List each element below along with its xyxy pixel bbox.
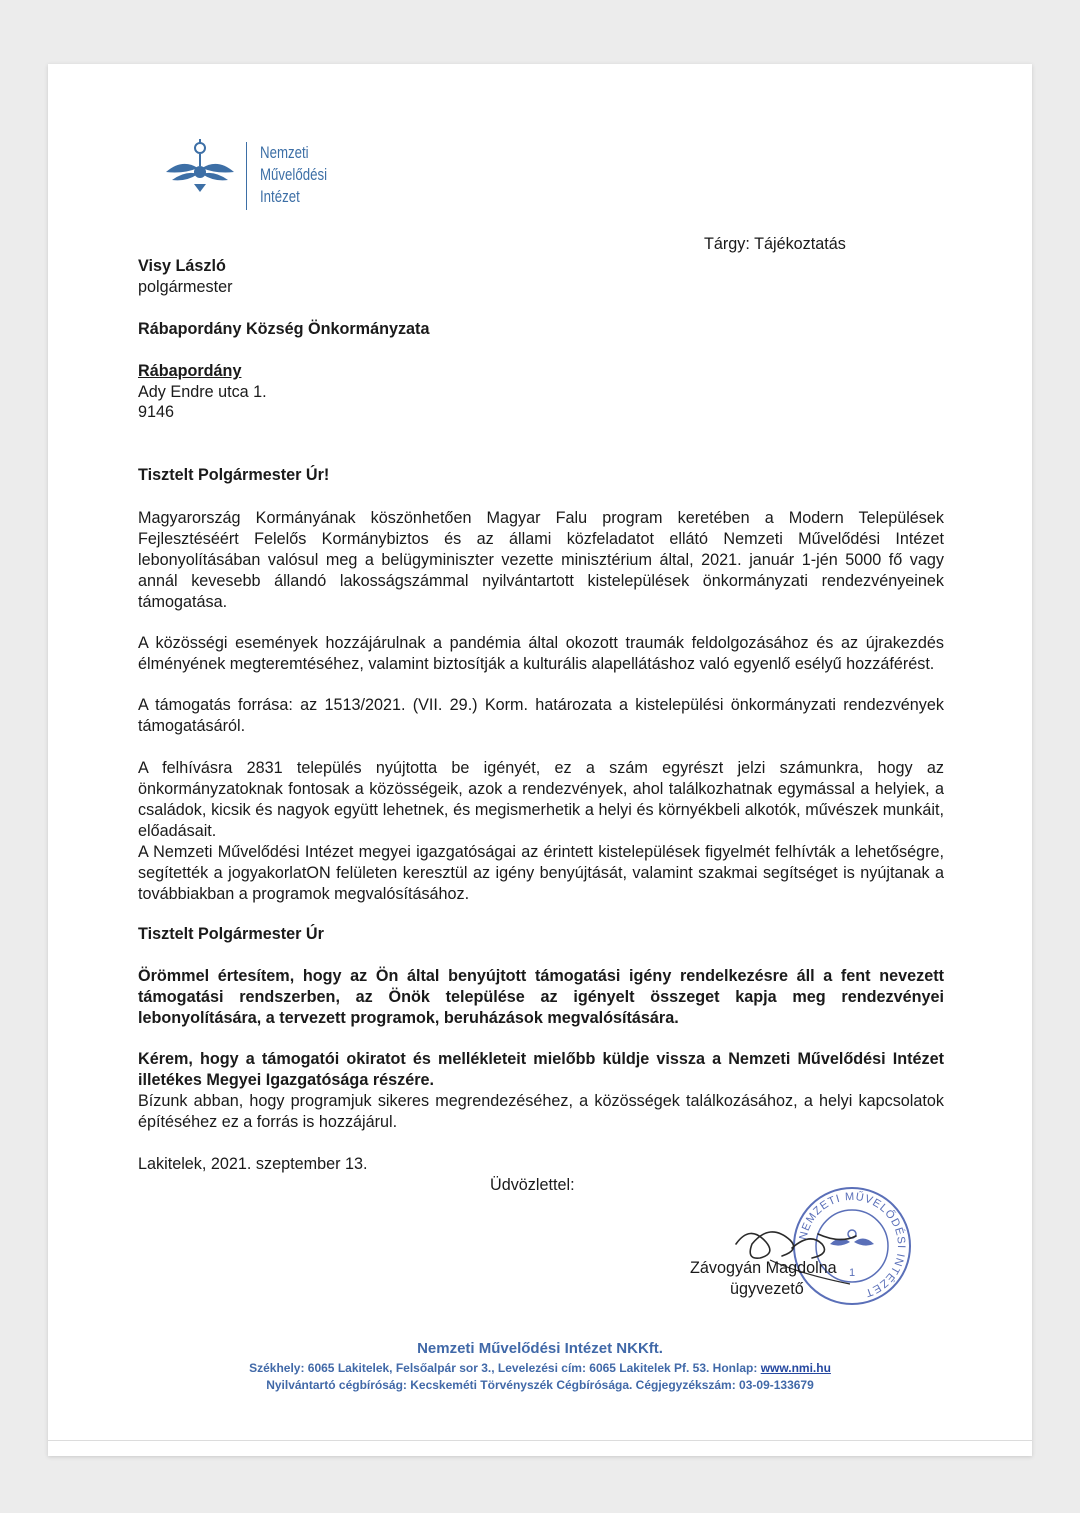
paragraph-8: Bízunk abban, hogy programjuk sikeres megrendezéséhez, a közösségek találkozásához, a helyi kapcsolatok építéséhez ez a forrás is hozzájárul. (138, 1092, 944, 1131)
recipient-street: Ady Endre utca 1. (138, 383, 267, 401)
institute-logo-icon (162, 134, 238, 196)
signer-title: ügyvezető (730, 1280, 804, 1298)
recipient-name: Visy László (138, 257, 226, 275)
recipient-org: Rábapordány Község Önkormányzata (138, 320, 430, 338)
svg-text:NEMZETI MŰVELŐDÉSI INTÉZET: NEMZETI MŰVELŐDÉSI INTÉZET (797, 1190, 908, 1300)
paragraph-7: Kérem, hogy a támogatói okiratot és mellékleteit mielőbb küldje vissza a Nemzeti Művelődési Intézet illetékes Megyei Igazgatósága részére. (138, 1050, 944, 1089)
logo-line-2: Művelődési (260, 165, 328, 184)
paragraph-1: Magyarország Kormányának köszönhetően Magyar Falu program keretében a Modern Települések Fejlesztéséért Felelős Kormánybiztos és az állami közfeladatot ellátó Nemzeti Művelődési Intézet lebonyolításában valósul meg a belügyminiszter vezette minisztérium által, 2021. január 1-jén 5000 fő vagy annál kevesebb állandó lakosságszámmal nyilvántartott kistelepülések önkormányzati rendezvényeinek támogatása. (138, 509, 944, 611)
footer-company: Nemzeti Művelődési Intézet NKKft. (417, 1340, 663, 1357)
place-date: Lakitelek, 2021. szeptember 13. (138, 1155, 368, 1173)
paragraph-4: A felhívásra 2831 település nyújtotta be igényét, ez a szám egyrészt jelzi számunkra, hogy az önkormányzatoknak fontosak a közösségeik, azok a rendezvények, ahol találkozhatnak egymással a helyiek, a családok, kicsik és nagyok együtt lehetnek, és megismerhetik a helyi és környékbeli alkotók, művészek munkáit, előadásait. (138, 759, 944, 840)
svg-text:1: 1 (848, 1267, 856, 1279)
recipient-city: Rábapordány (138, 362, 242, 380)
recipient-title: polgármester (138, 278, 233, 296)
footer-website-link[interactable]: www.nmi.hu (760, 1361, 831, 1375)
subject-line: Tárgy: Tájékoztatás (704, 235, 846, 253)
salutation: Tisztelt Polgármester Úr! (138, 466, 330, 484)
footer-registry: Nyilvántartó cégbíróság: Kecskeméti Törvényszék Cégbírósága. Cégjegyzékszám: 03-09-133679 (266, 1378, 814, 1392)
paragraph-2: A közösségi események hozzájárulnak a pandémia által okozott traumák feldolgozásához és az újrakezdés élményének megteremtéséhez, valamint biztosítják a kulturális alapellátáshoz való egyenlő esélyű hozzáférést. (138, 634, 944, 673)
logo-wordmark (260, 142, 327, 208)
paragraph-6: Örömmel értesítem, hogy az Ön által benyújtott támogatási igény rendelkezésre áll a fent nevezett támogatási rendszerben, az Önök települése az igényelt összeget kapja meg rendezvényei lebonyolítására, a tervezett programok, beruházások megvalósítására. (138, 967, 944, 1027)
footer-address: Székhely: 6065 Lakitelek, Felsőalpár sor 3., Levelezési cím: 6065 Lakitelek Pf. 53. Honlap: (249, 1361, 758, 1375)
paragraph-5: A Nemzeti Művelődési Intézet megyei igazgatóságai az érintett kistelepülések figyelmét felhívták a lehetőségre, segítették a jogyakorlatON felületen keresztül az igény benyújtását, valamint szakmai segítséget is nyújtanak a továbbiakban a programok megvalósításához. (138, 843, 944, 903)
signer-name: Závogyán Magdolna (690, 1259, 837, 1277)
logo-line-3: Intézet (260, 187, 300, 206)
paragraph-3: A támogatás forrása: az 1513/2021. (VII. 29.) Korm. határozata a kistelepülési önkormányzati rendezvények támogatásáról. (138, 696, 944, 735)
closing: Üdvözlettel: (490, 1176, 575, 1194)
logo-line-1: Nemzeti (260, 143, 309, 162)
page-bottom-divider (48, 1440, 1032, 1441)
footer-address-line (0, 1361, 1080, 1375)
salutation-2: Tisztelt Polgármester Úr (138, 925, 324, 943)
recipient-zip: 9146 (138, 403, 175, 421)
logo-divider (246, 142, 247, 210)
